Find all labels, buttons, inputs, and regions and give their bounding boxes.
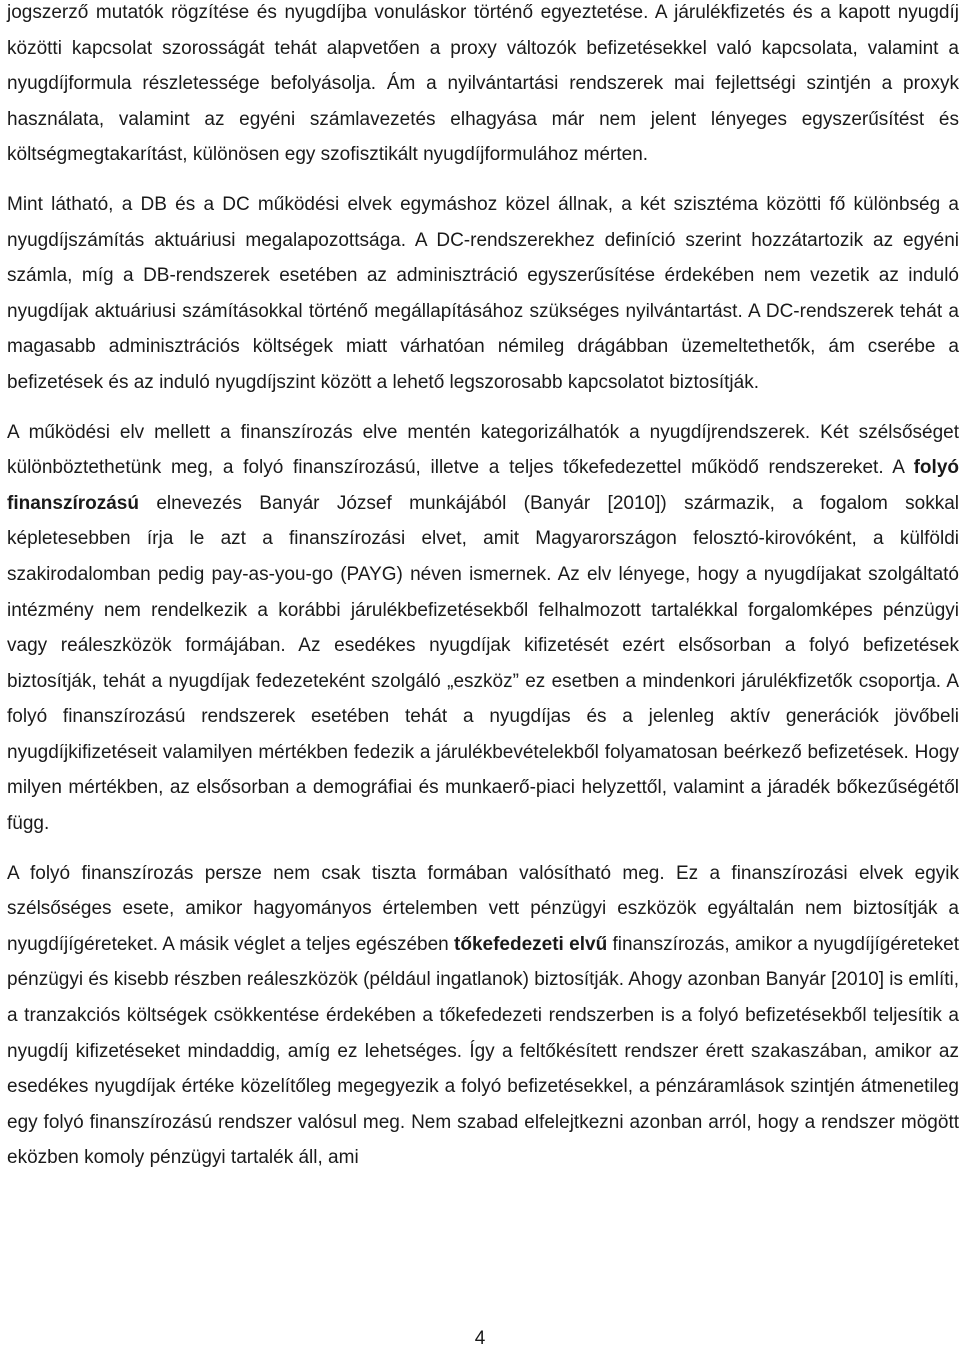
document-body: [7, 0, 959, 1176]
term-folyo-finanszirozasu: folyó finanszírozású: [7, 457, 959, 514]
paragraph-1-text: jogszerző mutatók rögzítése és nyugdíjba vonuláskor történő egyeztetése. A járulékfizetés és a kapott nyugdíj közötti kapcsolat szorosságát tehát alapvetően a proxy változók befizetésekkel való kapcsolata, valamint a nyugdíjformula részletessége befolyásolja. Ám a nyilvántartási rendszerek mai fejlettségi szintjén a proxyk használata, valamint az egyéni számlavezetés elhagyása már nem jelent lényeges egyszerűsítést és költségmegtakarítást, különösen egy szofisztikált nyugdíjformulához mérten.: [7, 2, 959, 166]
paragraph-2: [7, 187, 959, 401]
paragraph-1: [7, 0, 959, 173]
paragraph-4: [7, 856, 959, 1176]
paragraph-4-text-a: A folyó finanszírozás persze nem csak tiszta formában valósítható meg. Ez a finanszírozási elvek egyik szélsőséges esete, amikor hagyományos értelemben vett pénzügyi eszközök egyáltalán nem biztosítják a nyugdíjígéreteket. A másik véglet a teljes egészében: [7, 862, 959, 955]
paragraph-3-text-b: elnevezés Banyár József munkájából (Banyár [2010]) származik, a fogalom sokkal képletesebben írja le azt a finanszírozási elvet, amit Magyarországon felosztó-kirovóként, a külföldi szakirodalomban pedig pay-as-you-go (PAYG) néven ismernek. Az elv lényege, hogy a nyugdíjakat szolgáltató intézmény nem rendelkezik a korábbi járulékbefizetésekből felhalmozott tartalékkal forgalomképes pénzügyi vagy reáleszközök formájában. Az esedékes nyugdíjak kifizetését ezért elsősorban a folyó befizetések biztosítják, tehát a nyugdíjak fedezeteként szolgáló „eszköz” ez esetben a mindenkori járulékfizetők csoportja. A folyó finanszírozású rendszerek esetében tehát a nyugdíjas és a jelenleg aktív generációk jövőbeli nyugdíjkifizetéseit valamilyen mértékben fedezik a járulékbevételekből folyamatosan beérkező befizetések. Hogy milyen mértékben, az elsősorban a demográfiai és munkaerő-piaci helyzettől, valamint a járadék bőkezűségétől függ.: [7, 492, 959, 835]
paragraph-2-text: Mint látható, a DB és a DC működési elvek egymáshoz közel állnak, a két szisztéma közötti fő különbség a nyugdíjszámítás aktuáriusi megalapozottsága. A DC-rendszerekhez definíció szerint hozzátartozik az egyéni számla, míg a DB-rendszerek esetében az adminisztráció egyszerűsítése érdekében nem vezetik az induló nyugdíjak aktuáriusi számításokkal történő megállapításához szükséges nyilvántartást. A DC-rendszerek tehát a magasabb adminisztrációs költségek miatt várhatóan némileg drágábban üzemeltethetők, ám cserébe a befizetések és az induló nyugdíjszint között a lehető legszorosabb kapcsolatot biztosítják.: [7, 193, 959, 393]
paragraph-3: [7, 415, 959, 842]
page-number: 4: [474, 1328, 486, 1349]
paragraph-3-text-a: A működési elv mellett a finanszírozás elve mentén kategorizálhatók a nyugdíjrendszerek. Két szélsőséget különböztethetünk meg, a folyó finanszírozású, illetve a teljes tőkefedezettel működő rendszereket. A: [7, 421, 959, 479]
term-tokefedezeti-elvu: tőkefedezeti elvű: [454, 933, 608, 955]
paragraph-4-text-b: finanszírozás, amikor a nyugdíjígéreteket pénzügyi és kisebb részben reáleszközök (például ingatlanok) biztosítják. Ahogy azonban Banyár [2010] is említi, a tranzakciós költségek csökkentése érdekében a tőkefedezeti rendszerben is a folyó befizetésekből teljesítik a nyugdíj kifizetéseket mindaddig, amíg ez lehetséges. Így a feltőkésített rendszer érett szakaszában, amikor az esedékes nyugdíjak értéke közelítőleg megegyezik a folyó befizetésekkel, a pénzáramlások szintjén átmenetileg egy folyó finanszírozású rendszer valósul meg. Nem szabad elfelejtkezni azonban arról, hogy a rendszer mögött eközben komoly pénzügyi tartalék áll, ami: [7, 933, 959, 1169]
